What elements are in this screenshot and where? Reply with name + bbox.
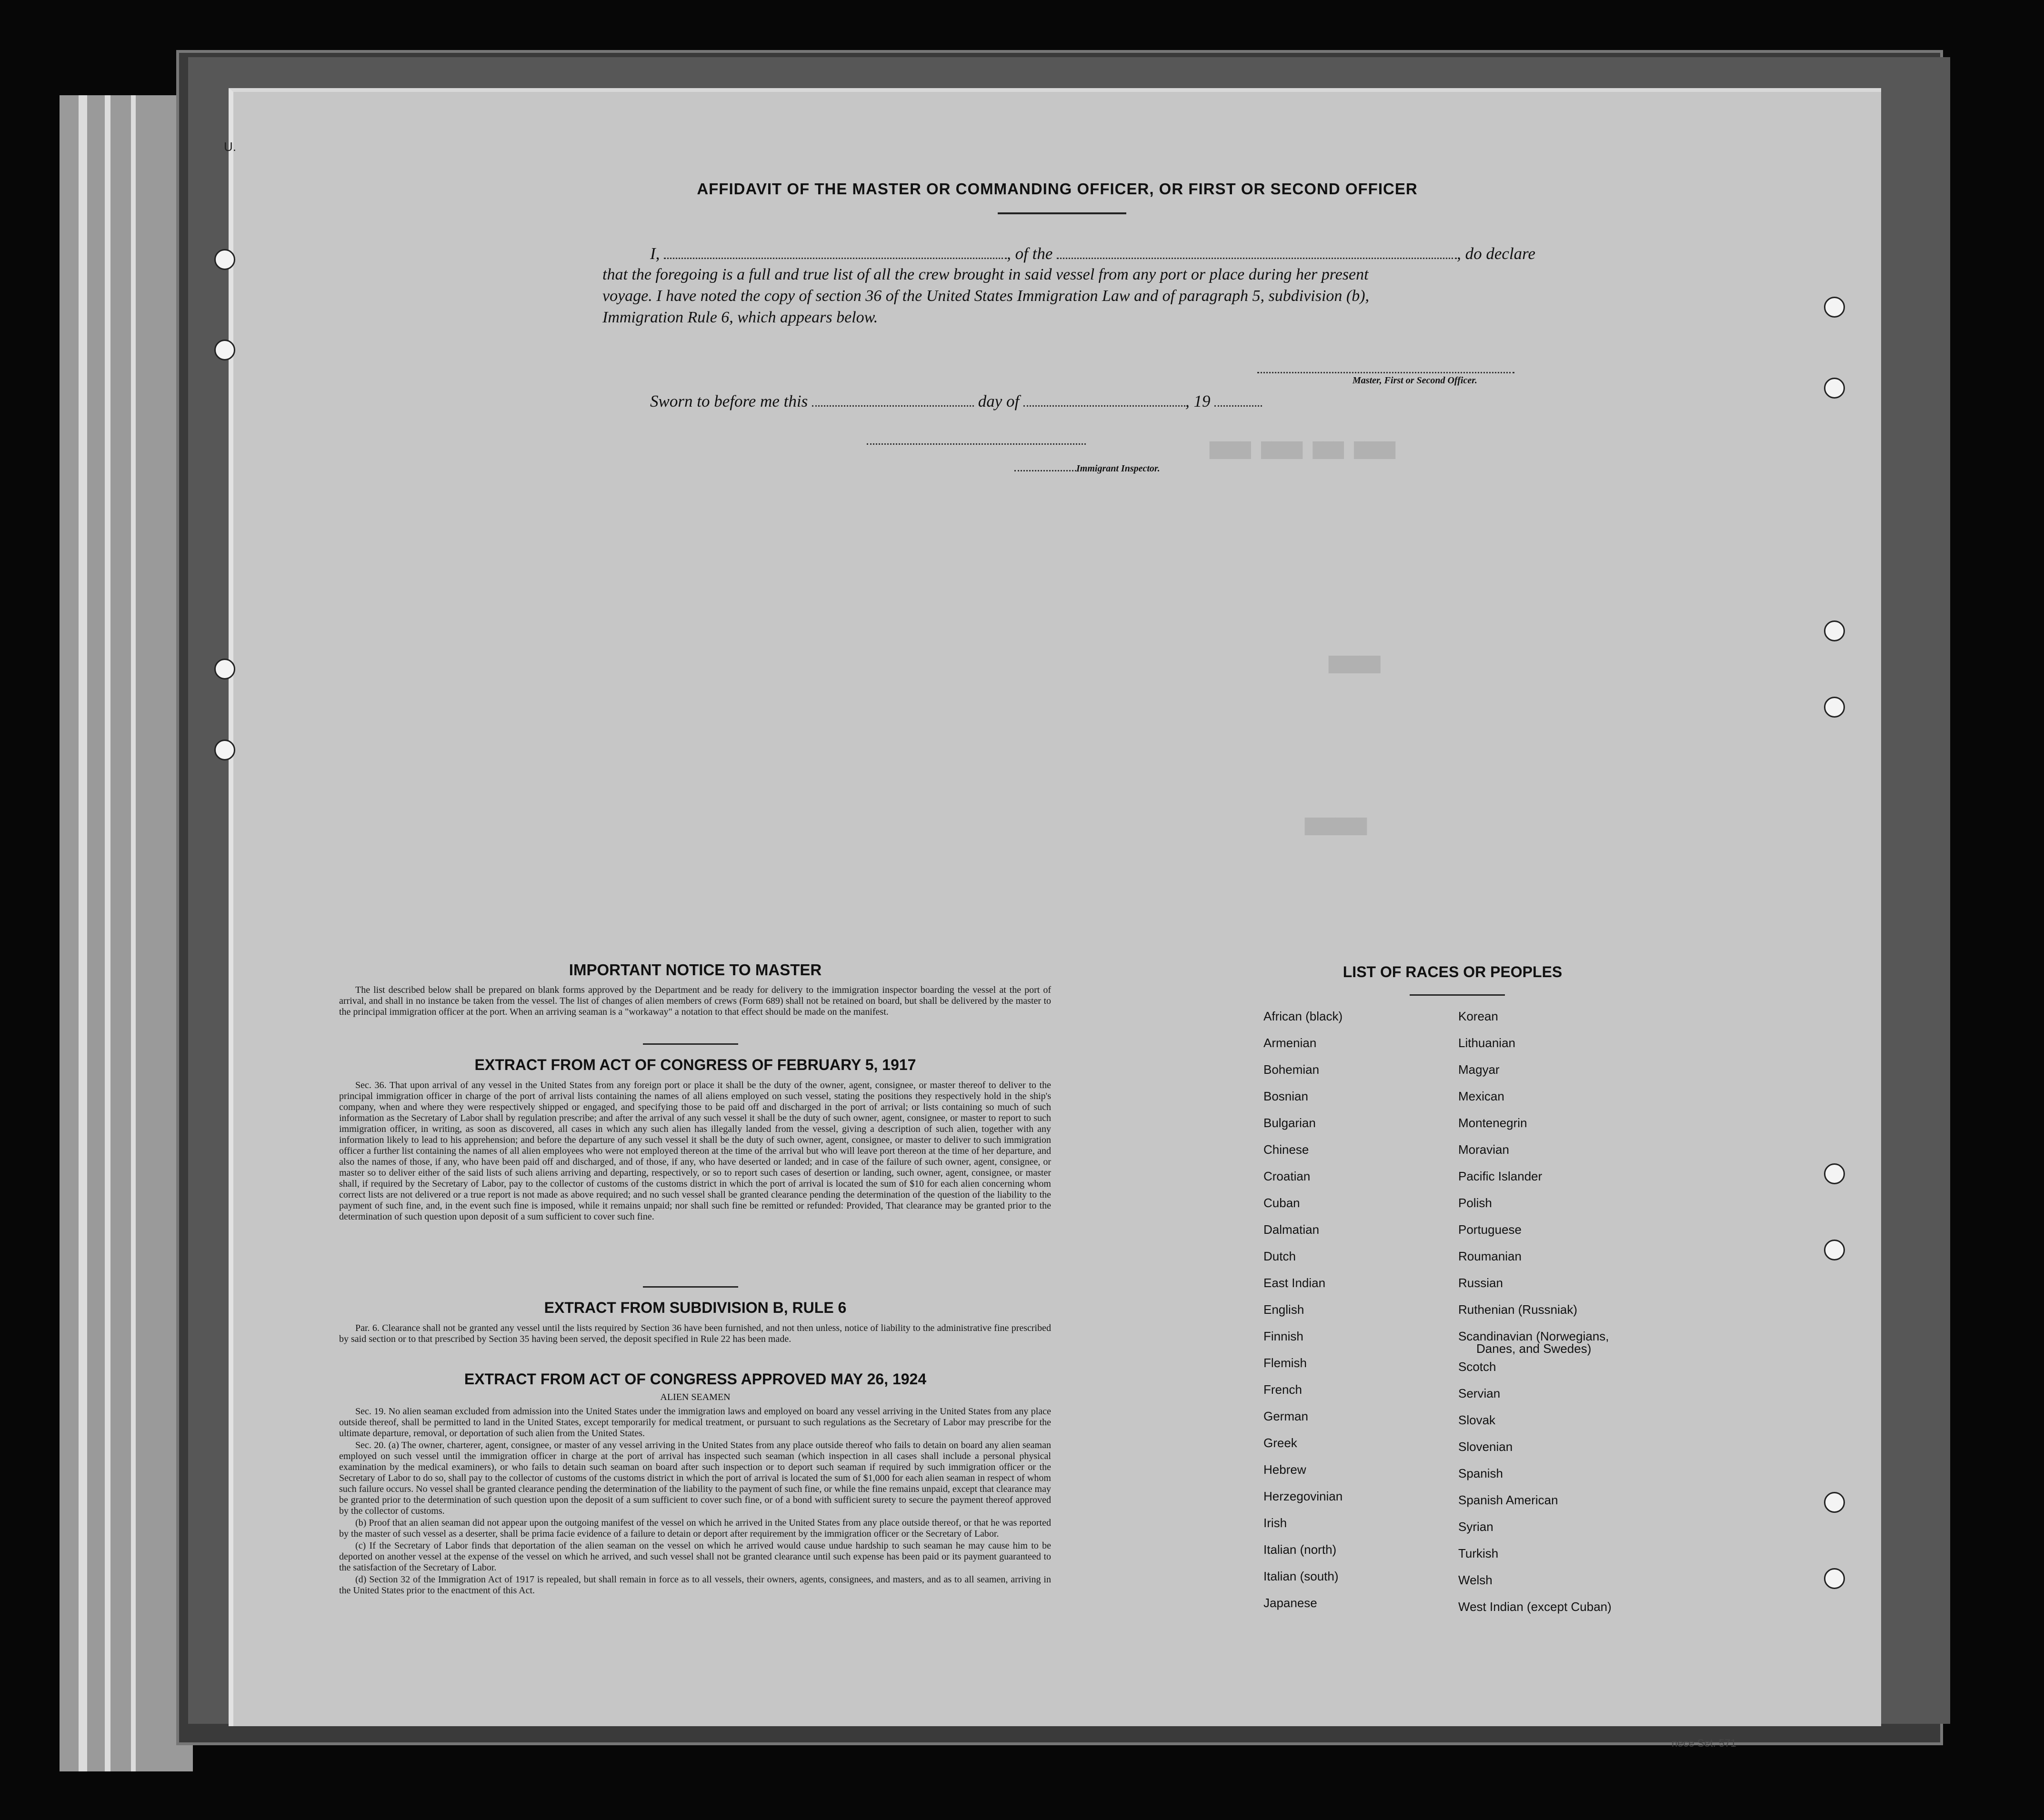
race-item: Italian (north) xyxy=(1263,1542,1337,1557)
extract-1924-paragraph: (b) Proof that an alien seaman did not appear upon the outgoing manifest of the vessel on which he arrived in the United States from any place outside thereof, or that he was reported by the master of such vessel as a deserter, shall be prima facie evidence of a failure to detain or deport after requirement by the immigration officer or the Secretary of Labor. xyxy=(339,1518,1051,1539)
punch-hole xyxy=(1824,378,1845,399)
bleed-through-text: ▇▇▇▇ ▇▇▇▇ ▇▇▇ ▇▇▇▇ xyxy=(1210,440,1395,460)
race-item: Scotch xyxy=(1458,1360,1496,1374)
punch-hole xyxy=(1824,697,1845,718)
race-item: French xyxy=(1263,1382,1302,1397)
race-item: Ruthenian (Russniak) xyxy=(1458,1302,1578,1317)
race-item: Magyar xyxy=(1458,1062,1500,1077)
sworn-year-label: , 19 xyxy=(1185,392,1211,410)
underlying-pages xyxy=(60,95,193,1771)
section-rule xyxy=(643,1043,738,1045)
form-code: nece Set. 571 xyxy=(1672,1737,1736,1749)
race-item: Dutch xyxy=(1263,1249,1296,1263)
extract-1924-subtitle: ALIEN SEAMEN xyxy=(660,1392,731,1402)
race-item: Chinese xyxy=(1263,1142,1309,1157)
race-item: West Indian (except Cuban) xyxy=(1458,1600,1612,1614)
race-item: Syrian xyxy=(1458,1520,1493,1534)
sworn-month-field[interactable] xyxy=(1023,401,1185,407)
race-item: Croatian xyxy=(1263,1169,1311,1183)
manifest-page xyxy=(224,88,1881,1726)
race-item: Portuguese xyxy=(1458,1222,1522,1237)
race-item: Pacific Islander xyxy=(1458,1169,1543,1183)
affidavit-declare-label: , do declare xyxy=(1457,244,1536,263)
sworn-line xyxy=(650,392,1262,411)
sworn-day-field[interactable] xyxy=(812,401,974,407)
race-item: Scandinavian (Norwegians, xyxy=(1458,1329,1609,1343)
punch-hole xyxy=(1824,1492,1845,1513)
affidavit-line-1 xyxy=(650,244,1535,263)
affidavit-i-label: I, xyxy=(650,244,660,263)
races-title: LIST OF RACES OR PEOPLES xyxy=(1343,963,1563,980)
master-signature-label: Master, First or Second Officer. xyxy=(1353,375,1477,386)
race-item: Russian xyxy=(1458,1276,1503,1290)
notice-title: IMPORTANT NOTICE TO MASTER xyxy=(569,961,822,979)
master-signature-field[interactable] xyxy=(1257,368,1514,373)
punch-hole xyxy=(1824,297,1845,318)
section-rule xyxy=(643,1286,738,1288)
extract-1924-paragraph: (c) If the Secretary of Labor finds that deportation of the alien seaman on the vessel on which he arrived would cause undue hardship to such seaman he may cause him to be deported on another vessel at the expense of the vessel on which he arrived, and such vessel shall not be granted clearance until such expense has been paid or its payment guaranteed to the satisfaction of the Secretary of Labor. xyxy=(339,1540,1051,1573)
sworn-year-field[interactable] xyxy=(1214,401,1262,407)
race-item: Turkish xyxy=(1458,1546,1499,1560)
race-item: Armenian xyxy=(1263,1036,1317,1050)
races-title-rule xyxy=(1410,994,1505,996)
race-item: Flemish xyxy=(1263,1356,1307,1370)
affidavit-line-3: voyage. I have noted the copy of section 36 of the United States Immigration Law and of paragraph 5, subdivision (b), xyxy=(602,287,1370,305)
race-item: Irish xyxy=(1263,1516,1287,1530)
sworn-day-of-label: day of xyxy=(978,392,1020,410)
sworn-prefix: Sworn to before me this xyxy=(650,392,808,410)
punch-hole xyxy=(214,340,235,360)
margin-mark: U. xyxy=(224,140,236,154)
affidavit-of-the-label: , of the xyxy=(1007,244,1053,263)
race-item: Cuban xyxy=(1263,1196,1300,1210)
race-item: Bosnian xyxy=(1263,1089,1308,1103)
extract-rule6-title: EXTRACT FROM SUBDIVISION B, RULE 6 xyxy=(544,1299,847,1316)
race-item: Hebrew xyxy=(1263,1462,1306,1477)
extract-1924-text xyxy=(339,1406,1051,1597)
bleed-through-text: ▇▇▇▇▇ xyxy=(1329,655,1381,674)
extract-1924-paragraph: Sec. 20. (a) The owner, charterer, agent, consignee, or master of any vessel arriving in the United States from any place outside thereof who fails to detain on board any alien seaman employed on such vessel until the immigration officer in charge at the port of arrival has inspected such seaman (which inspection in all cases shall include a personal physical examination by the medical examiners), or who fails to detain such seaman on board after such inspection or to deport such seaman if required by such immigration officer or the Secretary of Labor to do so, shall pay to the collector of customs of the customs district in which the port of arrival is located the sum of $1,000 for each alien seaman in respect of whom such failure occurs. No vessel shall be granted clearance pending the determination of the liability to the payment of such fine, or while the fine remains unpaid, except that clearance may be granted prior to the determination of such question upon the deposit of a sum sufficient to cover such fine, or of a bond with sufficient surety to secure the payment thereof approved by the collector of customs. xyxy=(339,1440,1051,1516)
vessel-name-field[interactable] xyxy=(1057,254,1457,259)
affidavit-line-2: that the foregoing is a full and true list of all the crew brought in said vessel from any port or place during her present xyxy=(602,266,1369,283)
race-item: Korean xyxy=(1458,1009,1498,1023)
race-item: East Indian xyxy=(1263,1276,1326,1290)
race-item: Spanish American xyxy=(1458,1493,1558,1507)
extract-1917-title: EXTRACT FROM ACT OF CONGRESS OF FEBRUARY 5, 1917 xyxy=(474,1056,916,1073)
inspector-signature-field[interactable] xyxy=(1014,466,1076,471)
punch-hole xyxy=(1824,620,1845,641)
inspector-line[interactable] xyxy=(867,440,1086,445)
affidavit-title: AFFIDAVIT OF THE MASTER OR COMMANDING OFFICER, OR FIRST OR SECOND OFFICER xyxy=(697,180,1418,198)
race-item: Japanese xyxy=(1263,1596,1317,1610)
race-item: Slovenian xyxy=(1458,1440,1513,1454)
race-item: Moravian xyxy=(1458,1142,1509,1157)
race-item: Spanish xyxy=(1458,1466,1503,1480)
notice-text: The list described below shall be prepared on blank forms approved by the Department and be ready for delivery to the immigration inspector boarding the vessel at the port of arrival, and shall in no instance be taken from the vessel. The list of changes of alien members of crews (Form 689) shall not be retained on board, but shall be delivered by the master to the principal immigration officer at the port. When an arriving seaman is a "workaway" a notation to that effect should be made on the manifest. xyxy=(339,985,1051,1017)
punch-hole xyxy=(214,249,235,270)
race-item: Mexican xyxy=(1458,1089,1504,1103)
punch-hole xyxy=(1824,1240,1845,1260)
punch-hole xyxy=(214,740,235,760)
extract-1917-text: Sec. 36. That upon arrival of any vessel in the United States from any foreign port or place it shall be the duty of the owner, agent, consignee, or master thereof to deliver to the principal immigration officer in charge of the port of arrival lists containing the names of all aliens employed on such vessel, stating the positions they respectively hold in the ship's company, when and where they were respectively shipped or engaged, and specifying those to be paid off and discharged in the port of arrival; or lists containing so much of such information as the Secretary of Labor shall by regulation prescribe; and after the arrival of any such vessel it shall be the duty of such owner, agent, consignee, or master to report to such immigration officer, in writing, as soon as discovered, all cases in which any such alien has illegally landed from the vessel, giving a description of such alien, together with any information likely to lead to his apprehension; and before the departure of any such vessel it shall be the duty of such owner, agent, consignee, or master to deliver to such immigration officer a further list containing the names of all alien employees who were not employed thereon at the time of the arrival but who will leave port thereon at the time of her departure, and also the names of those, if any, who have been paid off and discharged, and of those, if any, who have deserted or landed; and in case of the failure of such owner, agent, consignee, or master so to deliver either of the said lists of such aliens arriving and departing, respectively, or so to report such cases of desertion or landing, such owner, agent, consignee, or master shall, if required by the Secretary of Labor, pay to the collector of customs of the customs district in which the port of arrival is located the sum of $10 for each alien concerning whom correct lists are not delivered or a true report is not made as above required; and no such vessel shall be granted clearance pending the determination of the question of the liability to the payment of such fine, and, in the event such fine is imposed, while it remains unpaid; nor shall such fine be remitted or refunded: Provided, That clearance may be granted prior to the determination of such question upon deposit of a sum sufficient to cover such fine. xyxy=(339,1080,1051,1222)
race-item-continuation: Danes, and Swedes) xyxy=(1476,1341,1592,1356)
race-item: Polish xyxy=(1458,1196,1492,1210)
race-item: Welsh xyxy=(1458,1573,1493,1587)
race-item: Montenegrin xyxy=(1458,1116,1527,1130)
race-item: Italian (south) xyxy=(1263,1569,1339,1583)
officer-name-field[interactable] xyxy=(664,254,1007,259)
extract-1924-paragraph: Sec. 19. No alien seaman excluded from admission into the United States under the immigration laws and employed on board any vessel arriving in the United States from any place outside thereof, shall be permitted to land in the United States, except temporarily for medical treatment, or pursuant to such regulations as the Secretary of Labor may prescribe for the ultimate departure, removal, or deportation of such alien from the United States. xyxy=(339,1406,1051,1439)
race-item: Finnish xyxy=(1263,1329,1303,1343)
extract-1924-paragraph: (d) Section 32 of the Immigration Act of 1917 is repealed, but shall remain in force as to all vessels, their owners, agents, consignees, and masters, and as to all seamen, arriving in the United States prior to the enactment of this Act. xyxy=(339,1574,1051,1596)
inspector-label: Immigrant Inspector. xyxy=(1076,463,1160,474)
race-item: Servian xyxy=(1458,1386,1501,1400)
race-item: Bohemian xyxy=(1263,1062,1320,1077)
extract-rule6-text: Par. 6. Clearance shall not be granted any vessel until the lists required by Section 36 have been furnished, and not then unless, notice of liability to the administrative fine prescribed by said section or to that prescribed by Section 35 having been served, the deposit specified in Rule 22 has been made. xyxy=(339,1323,1051,1344)
race-item: German xyxy=(1263,1409,1308,1423)
race-item: Bulgarian xyxy=(1263,1116,1316,1130)
race-item: Dalmatian xyxy=(1263,1222,1320,1237)
punch-hole xyxy=(1824,1568,1845,1589)
race-item: Lithuanian xyxy=(1458,1036,1515,1050)
punch-hole xyxy=(1824,1163,1845,1184)
race-item: Roumanian xyxy=(1458,1249,1522,1263)
affidavit-title-rule xyxy=(998,212,1126,214)
race-item: Greek xyxy=(1263,1436,1297,1450)
bleed-through-text: ▇▇▇▇▇▇ xyxy=(1305,817,1367,836)
race-item: Slovak xyxy=(1458,1413,1496,1427)
race-item: African (black) xyxy=(1263,1009,1343,1023)
punch-hole xyxy=(214,659,235,680)
extract-1924-title: EXTRACT FROM ACT OF CONGRESS APPROVED MAY 26, 1924 xyxy=(464,1370,927,1388)
race-item: Herzegovinian xyxy=(1263,1489,1343,1503)
race-item: English xyxy=(1263,1302,1304,1317)
affidavit-line-4: Immigration Rule 6, which appears below. xyxy=(602,309,878,326)
